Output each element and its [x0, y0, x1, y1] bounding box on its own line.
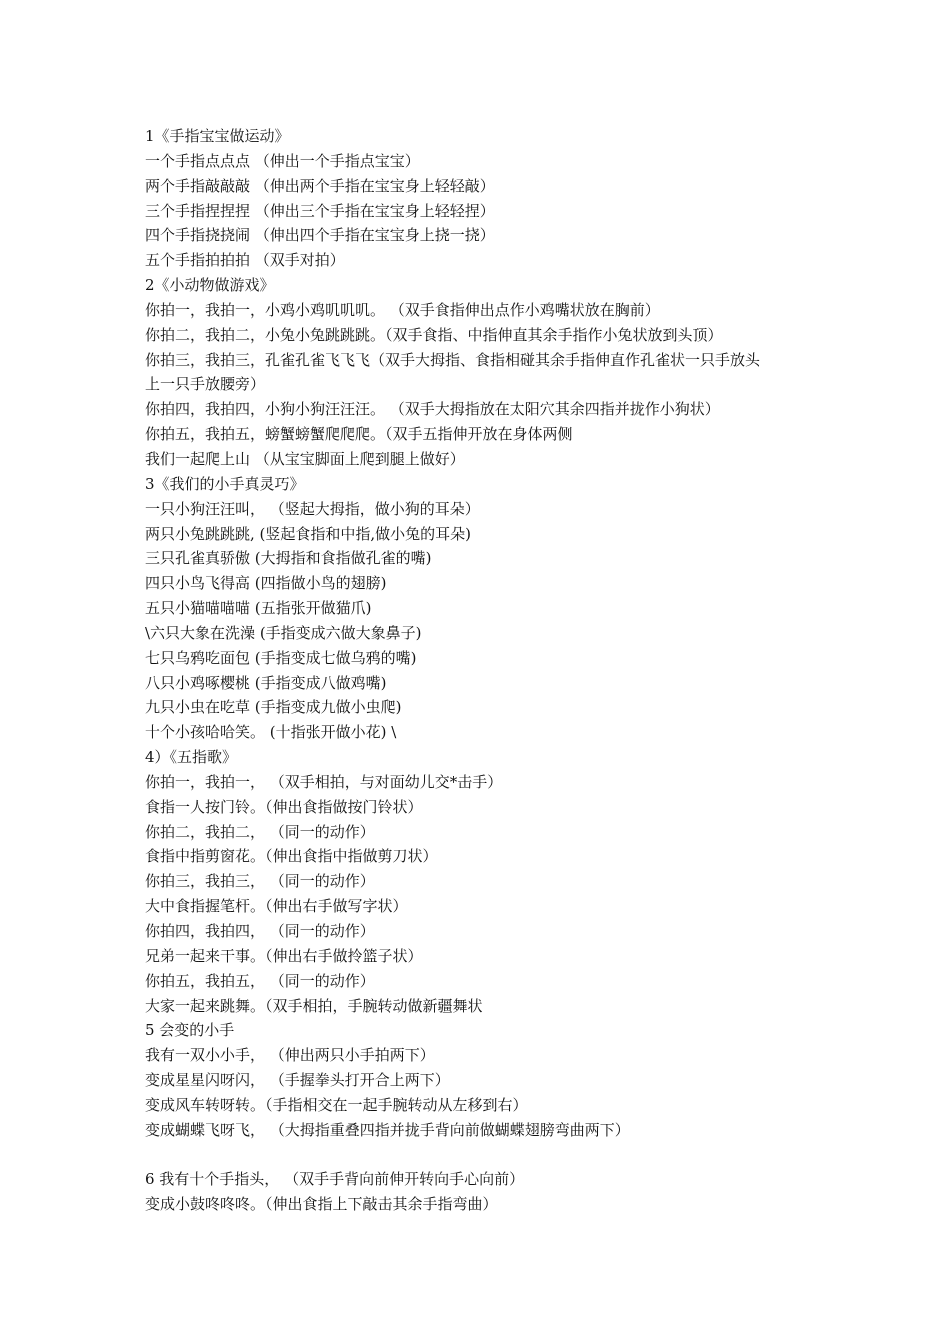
text-line: 你拍一，我拍一，小鸡小鸡叽叽叽。 （双手食指伸出点作小鸡嘴状放在胸前） [145, 300, 660, 319]
text-line: 2《小动物做游戏》 [145, 276, 275, 295]
text-line: 两只小兔跳跳跳, (竖起食指和中指,做小兔的耳朵) [145, 524, 472, 543]
text-line: 一只小狗汪汪叫， （竖起大拇指，做小狗的耳朵） [145, 499, 480, 518]
text-line: 变成蝴蝶飞呀飞， （大拇指重叠四指并拢手背向前做蝴蝶翅膀弯曲两下） [145, 1120, 630, 1139]
text-line: 我有一双小小手， （伸出两只小手拍两下） [145, 1046, 435, 1065]
text-line: 食指一人按门铃。（伸出食指做按门铃状） [145, 797, 423, 816]
text-line: 四个手指挠挠闹 （伸出四个手指在宝宝身上挠一挠） [145, 226, 495, 245]
text-line: 变成小鼓咚咚咚。（伸出食指上下敲击其余手指弯曲） [145, 1195, 498, 1214]
text-line: 两个手指敲敲敲 （伸出两个手指在宝宝身上轻轻敲） [145, 176, 495, 195]
document-body [145, 124, 845, 1217]
text-line: 九只小虫在吃草 (手指变成九做小虫爬) [145, 698, 402, 717]
text-line: 我们一起爬上山 （从宝宝脚面上爬到腿上做好） [145, 449, 465, 468]
blank-line [145, 1143, 845, 1168]
text-line: 6 我有十个手指头， （双手手背向前伸开转向手心向前） [145, 1170, 525, 1189]
text-line: 变成风车转呀转。（手指相交在一起手腕转动从左移到右） [145, 1095, 528, 1114]
text-line: 十个小孩哈哈笑。 (十指张开做小花) \ [145, 723, 397, 742]
text-line: 七只乌鸦吃面包 (手指变成七做乌鸦的嘴) [145, 648, 417, 667]
text-line: 你拍三，我拍三， （同一的动作） [145, 872, 375, 891]
text-line: 四只小鸟飞得高 (四指做小鸟的翅膀) [145, 574, 387, 593]
text-line: 你拍四，我拍四， （同一的动作） [145, 922, 375, 940]
text-line: 兄弟一起来干事。（伸出右手做拎篮子状） [145, 946, 423, 965]
text-line: 上一只手放腰旁） [145, 375, 266, 394]
text-line: 你拍二，我拍二，小兔小兔跳跳跳。（双手食指、中指伸直其余手指作小兔状放到头顶） [145, 325, 723, 344]
text-line: 八只小鸡啄樱桃 (手指变成八做鸡嘴) [145, 673, 387, 692]
text-line: 五只小猫喵喵喵 (五指张开做猫爪) [145, 599, 372, 618]
text-line: 你拍四，我拍四，小狗小狗汪汪汪。 （双手大拇指放在太阳穴其余四指并拢作小狗状） [145, 400, 720, 419]
text-line: 你拍二，我拍二， （同一的动作） [145, 822, 375, 841]
text-line: 你拍五，我拍五， （同一的动作） [145, 971, 375, 990]
text-line: \六只大象在洗澡 (手指变成六做大象鼻子) [145, 623, 422, 642]
text-line: 五个手指拍拍拍 （双手对拍） [145, 251, 345, 270]
text-line: 三只孔雀真骄傲 (大拇指和食指做孔雀的嘴) [145, 549, 432, 568]
text-line: 三个手指捏捏捏 （伸出三个手指在宝宝身上轻轻捏） [145, 201, 495, 220]
text-line: 大中食指握笔杆。（伸出右手做写字状） [145, 897, 408, 916]
text-line: 你拍五，我拍五，螃蟹螃蟹爬爬爬。（双手五指伸开放在身体两侧 [145, 425, 573, 444]
text-line: 食指中指剪窗花。（伸出食指中指做剪刀状） [145, 847, 438, 866]
text-line: 4）《五指歌》 [145, 748, 238, 767]
text-line: 5 会变的小手 [145, 1021, 235, 1040]
text-line: 1《手指宝宝做运动》 [145, 127, 290, 145]
text-line: 一个手指点点点 （伸出一个手指点宝宝） [145, 151, 420, 170]
text-line: 你拍三，我拍三，孔雀孔雀飞飞飞（双手大拇指、食指相碰其余手指伸直作孔雀状一只手放头 [145, 350, 761, 369]
text-line: 变成星星闪呀闪， （手握拳头打开合上两下） [145, 1071, 450, 1090]
text-line: 大家一起来跳舞。（双手相拍，手腕转动做新疆舞状 [145, 996, 483, 1015]
text-line: 3《我们的小手真灵巧》 [145, 474, 305, 493]
text-line: 你拍一，我拍一， （双手相拍，与对面幼儿交*击手） [145, 772, 503, 791]
